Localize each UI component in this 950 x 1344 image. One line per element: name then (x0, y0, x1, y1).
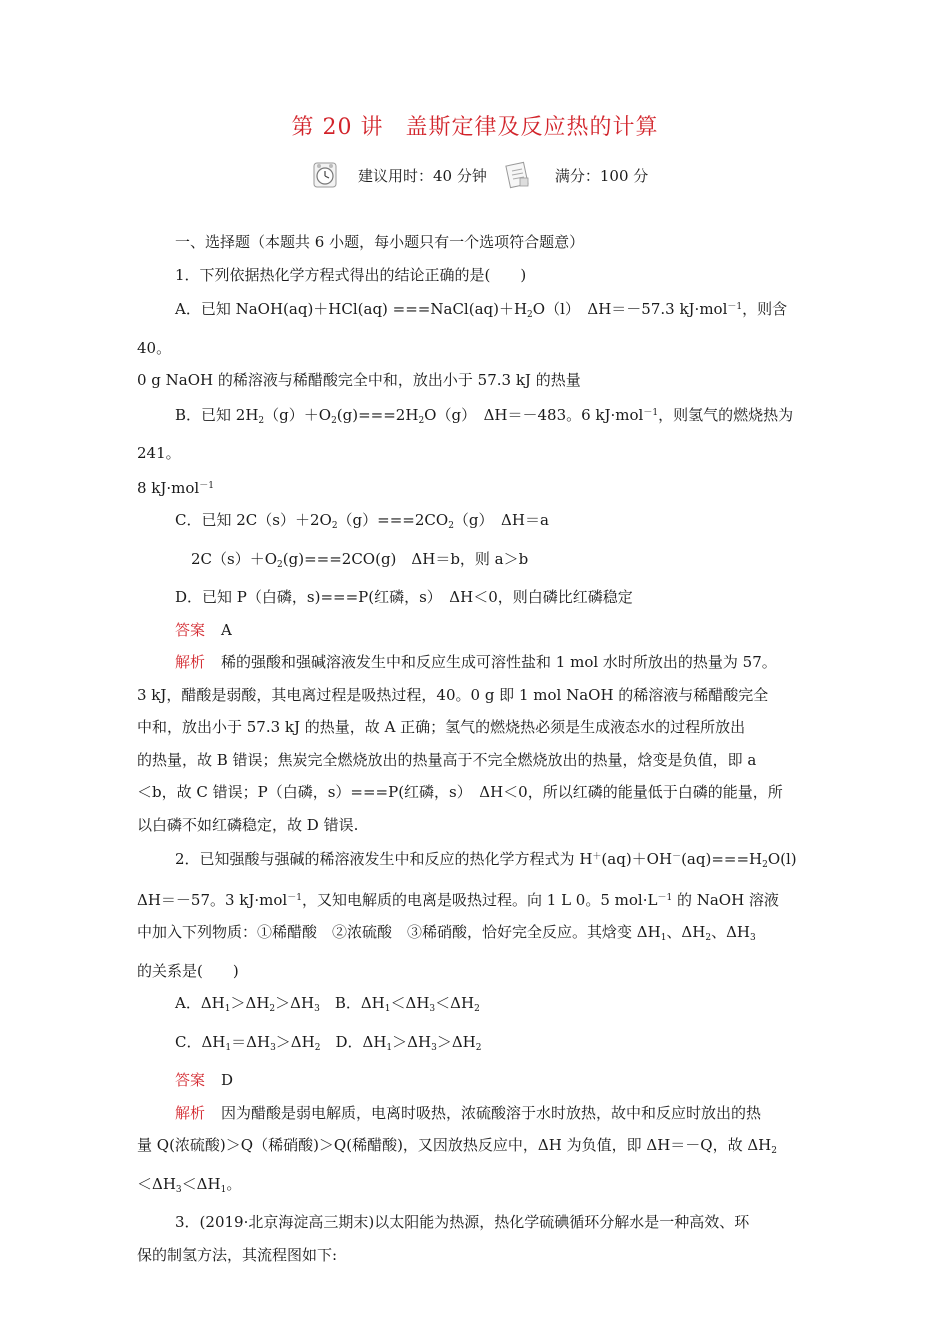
q1-option-a-cont: 0 g NaOH 的稀溶液与稀醋酸完全中和，放出小于 57.3 kJ 的热量 (137, 371, 581, 389)
full-score: 满分：100 分 (554, 166, 649, 185)
q1-option-d: D．已知 P（白磷，s)===P(红磷，s） ΔH＜0，则白磷比红磷稳定 (175, 588, 633, 606)
q1-analysis-line: 3 kJ，醋酸是弱酸，其电离过程是吸热过程，40。0 g 即 1 mol NaOH 的稀溶液与稀醋酸完全 (137, 685, 769, 704)
q1-option-c-cont: $2C(s)+O_2(g)===2CO(g)$ ΔH＝b，则 a＞b (191, 549, 529, 570)
q2-analysis: 解析 因为醋酸是弱电解质，电离时吸热，浓硫酸溶于水时放热，故中和反应时放出的热 (175, 1103, 762, 1122)
answer-label: 答案 (175, 620, 206, 639)
q1-option-c: C．已知 $2C(s)+2O_2(g)===2CO_2(g)$ ΔH＝a (175, 511, 549, 531)
page-title (0, 110, 950, 141)
q2-options-ab: A．$\Delta H_1>\Delta H_2>\Delta H_3$ B．$\Delta H_1<\Delta H_3<\Delta H_2$ (175, 994, 480, 1014)
analysis-label: 解析 (175, 1103, 206, 1122)
q1-stem: 1．下列依据热化学方程式得出的结论正确的是( ) (175, 265, 527, 284)
q1-analysis: 解析 稀的强酸和强碱溶液发生中和反应生成可溶性盐和 1 mol 水时所放出的热量为 57。 (175, 653, 777, 671)
section-heading: 一、选择题（本题共 6 小题，每小题只有一个选项符合题意） (175, 233, 585, 251)
lecture-topic: 盖斯定律及反应热的计算 (405, 115, 659, 140)
q1-analysis-line: 以白磷不如红磷稳定，故 D 错误. (137, 815, 359, 834)
q2-stem-cont: 中加入下列物质：①稀醋酸 ②浓硫酸 ③稀硝酸，恰好完全反应。其焓变 $\Delta H_1$、$\Delta H_2$、$\Delta H_3$ (137, 923, 756, 943)
q2-options-cd: C．$\Delta H_1=\Delta H_3>\Delta H_2$ D．$\Delta H_1>\Delta H_3>\Delta H_2$ (175, 1032, 482, 1053)
q2-stem-cont: ΔH＝－57。3 kJ·mol$^{-1}$，又知电解质的电离是吸热过程。向 1 L 0。5 $mol\cdot L^{-1}$ 的 NaOH 溶液 (137, 890, 779, 909)
q1-answer: 答案 A (175, 620, 232, 639)
lecture-number: 第 20 讲 (291, 115, 384, 140)
q3-stem: 3．(2019·北京海淀高三期末)以太阳能为热源，热化学硫碘循环分解水是一种高效、环 (175, 1213, 750, 1231)
q1-analysis-line: 的热量，故 B 错误；焦炭完全燃烧放出的热量高于不完全燃烧放出的热量，焓变是负值，即 a (137, 750, 757, 769)
q2-stem-cont: 的关系是( ) (137, 961, 239, 980)
q2-analysis-line: $<\Delta H_3<\Delta H_1$。 (137, 1174, 242, 1195)
q1-option-b: B．已知 $2H_2(g)+O_2(g)===2H_2O(g)$ ΔH＝－483。6 kJ·mol$^{-1}$，则氢气的燃烧热为 241。 (137, 405, 794, 462)
question-content (137, 226, 817, 1271)
q1-analysis-line: ＜b，故 C 错误；P（白磷，s）===P(红磷，s） ΔH＜0，所以红磷的能量低于白磷的能量，所 (137, 783, 783, 801)
q3-stem-cont: 保的制氢方法，其流程图如下: (137, 1245, 338, 1264)
answer-label: 答案 (175, 1071, 206, 1089)
analysis-label: 解析 (175, 653, 206, 671)
clock-icon (312, 161, 338, 189)
q1-option-b-cont: 8 kJ·mol$^{-1}$ (137, 478, 214, 497)
q2-stem: 2．已知强酸与强碱的稀溶液发生中和反应的热化学方程式为 $H^+(aq)+OH^-(aq)===H_2O(l)$ (175, 850, 797, 870)
q1-option-a: A．已知 NaOH(aq)＋HCl(aq) $===NaCl(aq)+H_2O(l)$ ΔH＝－57.3 kJ·mol$^{-1}$，则含 40。 (137, 300, 788, 357)
q2-answer: 答案 D (175, 1071, 234, 1089)
document-icon (505, 161, 531, 189)
q1-analysis-line: 中和，放出小于 57.3 kJ 的热量，故 A 正确；氢气的燃烧热必须是生成液态水的过程所放出 (137, 718, 746, 736)
exam-meta (312, 158, 662, 192)
suggested-time: 建议用时：40 分钟 (358, 166, 487, 185)
q2-analysis-line: 量 Q(浓硫酸)＞Q（稀硝酸)＞Q(稀醋酸)，又因放热反应中，ΔH 为负值，即 ΔH＝－Q，故 $\Delta H_2$ (137, 1136, 778, 1156)
